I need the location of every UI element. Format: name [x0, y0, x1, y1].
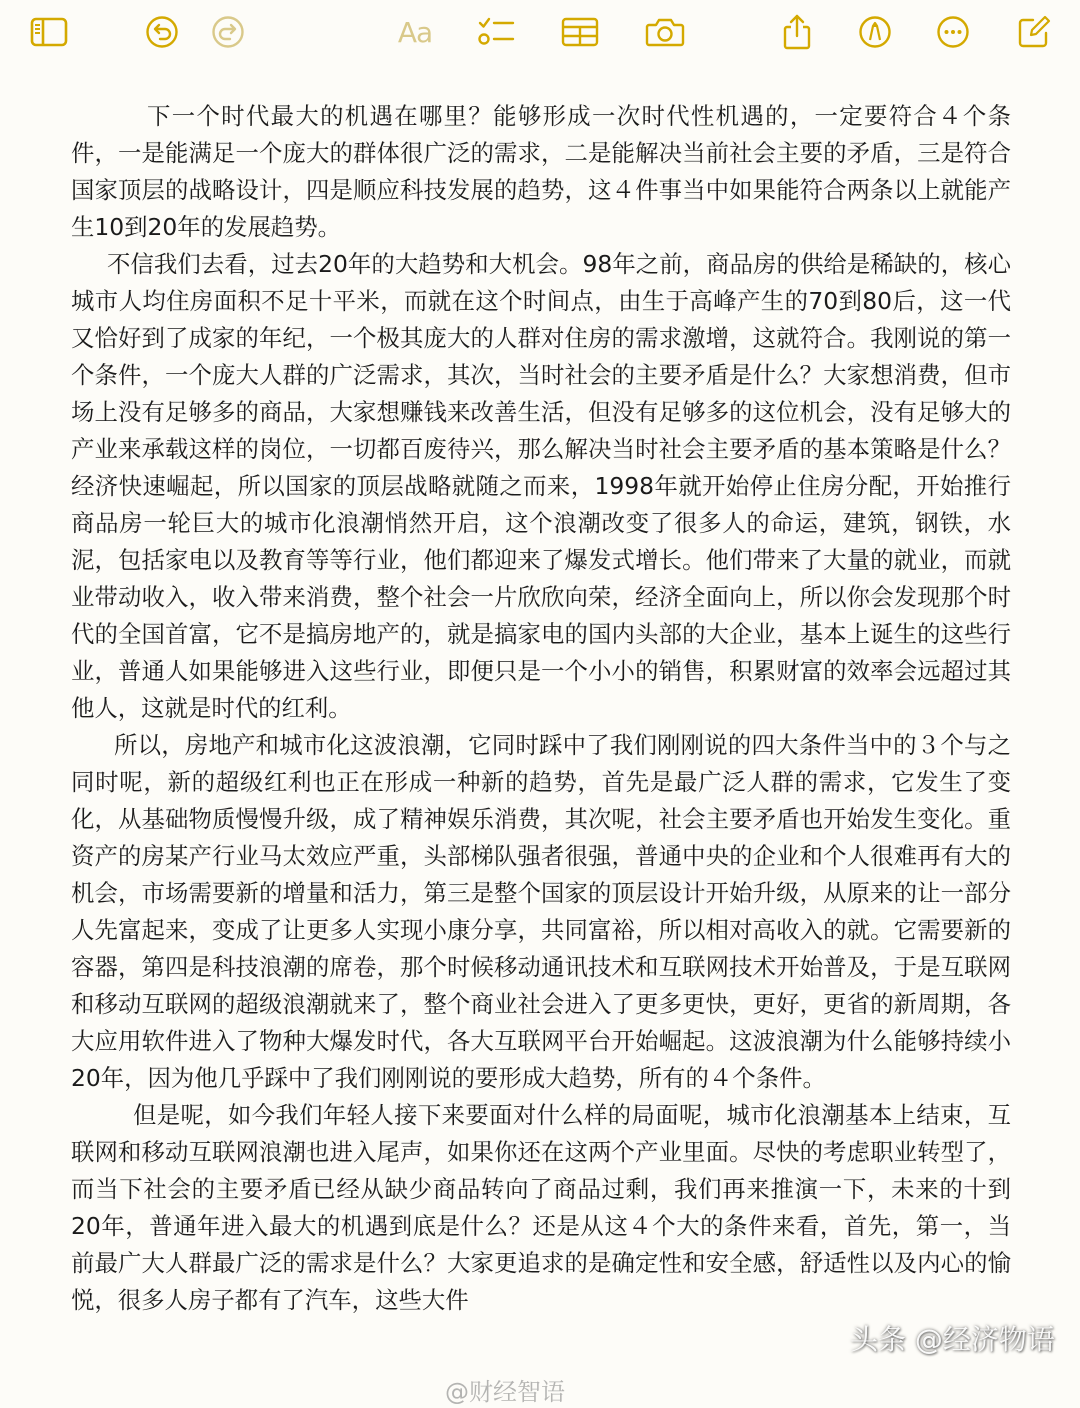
- more-button[interactable]: [931, 10, 975, 54]
- table-icon: [561, 17, 599, 47]
- compose-icon: [1017, 15, 1051, 49]
- note-paragraph: 不信我们去看，过去20年的大趋势和大机会。98年之前，商品房的供给是稀缺的，核心城市人均住房面积不足十平米，而就在这个时间点，由生于高峰产生的70到80后，这一代又恰好到了成家的年纪，一个极其庞大的人群对住房的需求激增，这就符合。我刚说的第一个条件，一个庞大人群的广泛需求，其次，当时社会的主要矛盾是什么？大家想消费，但市场上没有足够多的商品，大家想赚钱来改善生活，但没有足够多的这位机会，没有足够大的产业来承载这样的岗位，一切都百废待兴，那么解决当时社会主要矛盾的基本策略是什么？经济快速崛起，所以国家的顶层战略就随之而来，1998年就开始停止住房分配，开始推行商品房一轮巨大的城市化浪潮悄然开启，这个浪潮改变了很多人的命运，建筑，钢铁，水泥，包括家电以及教育等等行业，他们都迎来了爆发式增长。他们带来了大量的就业，而就业带动收入，收入带来消费，整个社会一片欣欣向荣，经济全面向上，所以你会发现那个时代的全国首富，它不是搞房地产的，就是搞家电的国内头部的大企业，基本上诞生的这些行业，普通人如果能够进入这些行业，即便只是一个小小的销售，积累财富的效率会远超过其他人，这就是时代的红利。: [71, 250, 1011, 722]
- sidebar-icon: [30, 17, 68, 47]
- camera-button[interactable]: [643, 10, 687, 54]
- note-body[interactable]: [71, 98, 1011, 1319]
- sidebar-toggle-button[interactable]: [27, 10, 71, 54]
- checklist-button[interactable]: [474, 10, 518, 54]
- text-format-button[interactable]: [390, 10, 440, 54]
- redo-icon: [211, 15, 245, 49]
- table-button[interactable]: [558, 10, 602, 54]
- watermark-center: @财经智语: [445, 1378, 565, 1406]
- watermark-corner: 头条 @经济物语: [850, 1323, 1055, 1356]
- redo-button[interactable]: [206, 10, 250, 54]
- more-icon: [936, 15, 970, 49]
- undo-icon: [145, 15, 179, 49]
- markup-pen-icon: [858, 15, 892, 49]
- checklist-icon: [477, 16, 515, 48]
- note-paragraph: 所以，房地产和城市化这波浪潮，它同时踩中了我们刚刚说的四大条件当中的３个与之同时呢，新的超级红利也正在形成一种新的趋势，首先是最广泛人群的需求，它发生了变化，从基础物质慢慢升级，成了精神娱乐消费，其次呢，社会主要矛盾也开始发生变化。重资产的房某产行业马太效应严重，头部梯队强者很强，普通中央的企业和个人很难再有大的机会，市场需要新的增量和活力，第三是整个国家的顶层设计开始升级，从原来的让一部分人先富起来，变成了让更多人实现小康分享，共同富裕，所以相对高收入的就。它需要新的容器，第四是科技浪潮的席卷，那个时候移动通讯技术和互联网技术开始普及，于是互联网和移动互联网的超级浪潮就来了，整个商业社会进入了更多更快，更好，更省的新周期，各大应用软件进入了物种大爆发时代，各大互联网平台开始崛起。这波浪潮为什么能够持续小20年，因为他几乎踩中了我们刚刚说的要形成大趋势，所有的４个条件。: [71, 731, 1011, 1092]
- text-format-icon: Aa: [397, 15, 433, 49]
- note-paragraph: 下一个时代最大的机遇在哪里？能够形成一次时代性机遇的，一定要符合４个条件，一是能满足一个庞大的群体很广泛的需求，二是能解决当前社会主要的矛盾，三是符合国家顶层的战略设计，四是顺应科技发展的趋势，这４件事当中如果能符合两条以上就能产生10到20年的发展趋势。: [71, 102, 1011, 241]
- compose-button[interactable]: [1012, 10, 1056, 54]
- notes-toolbar: [0, 0, 1080, 64]
- note-paragraph: 但是呢，如今我们年轻人接下来要面对什么样的局面呢，城市化浪潮基本上结束，互联网和移动互联网浪潮也进入尾声，如果你还在这两个产业里面。尽快的考虑职业转型了，而当下社会的主要矛盾已经从缺少商品转向了商品过剩，我们再来推演一下，未来的十到20年，普通年进入最大的机遇到底是什么？还是从这４个大的条件来看，首先，第一，当前最广大人群最广泛的需求是什么？大家更追求的是确定性和安全感，舒适性以及内心的愉悦，很多人房子都有了汽车，这些大件: [71, 1101, 1011, 1314]
- share-button[interactable]: [775, 10, 819, 54]
- camera-icon: [645, 16, 685, 48]
- markup-button[interactable]: [853, 10, 897, 54]
- undo-button[interactable]: [140, 10, 184, 54]
- share-icon: [782, 14, 812, 50]
